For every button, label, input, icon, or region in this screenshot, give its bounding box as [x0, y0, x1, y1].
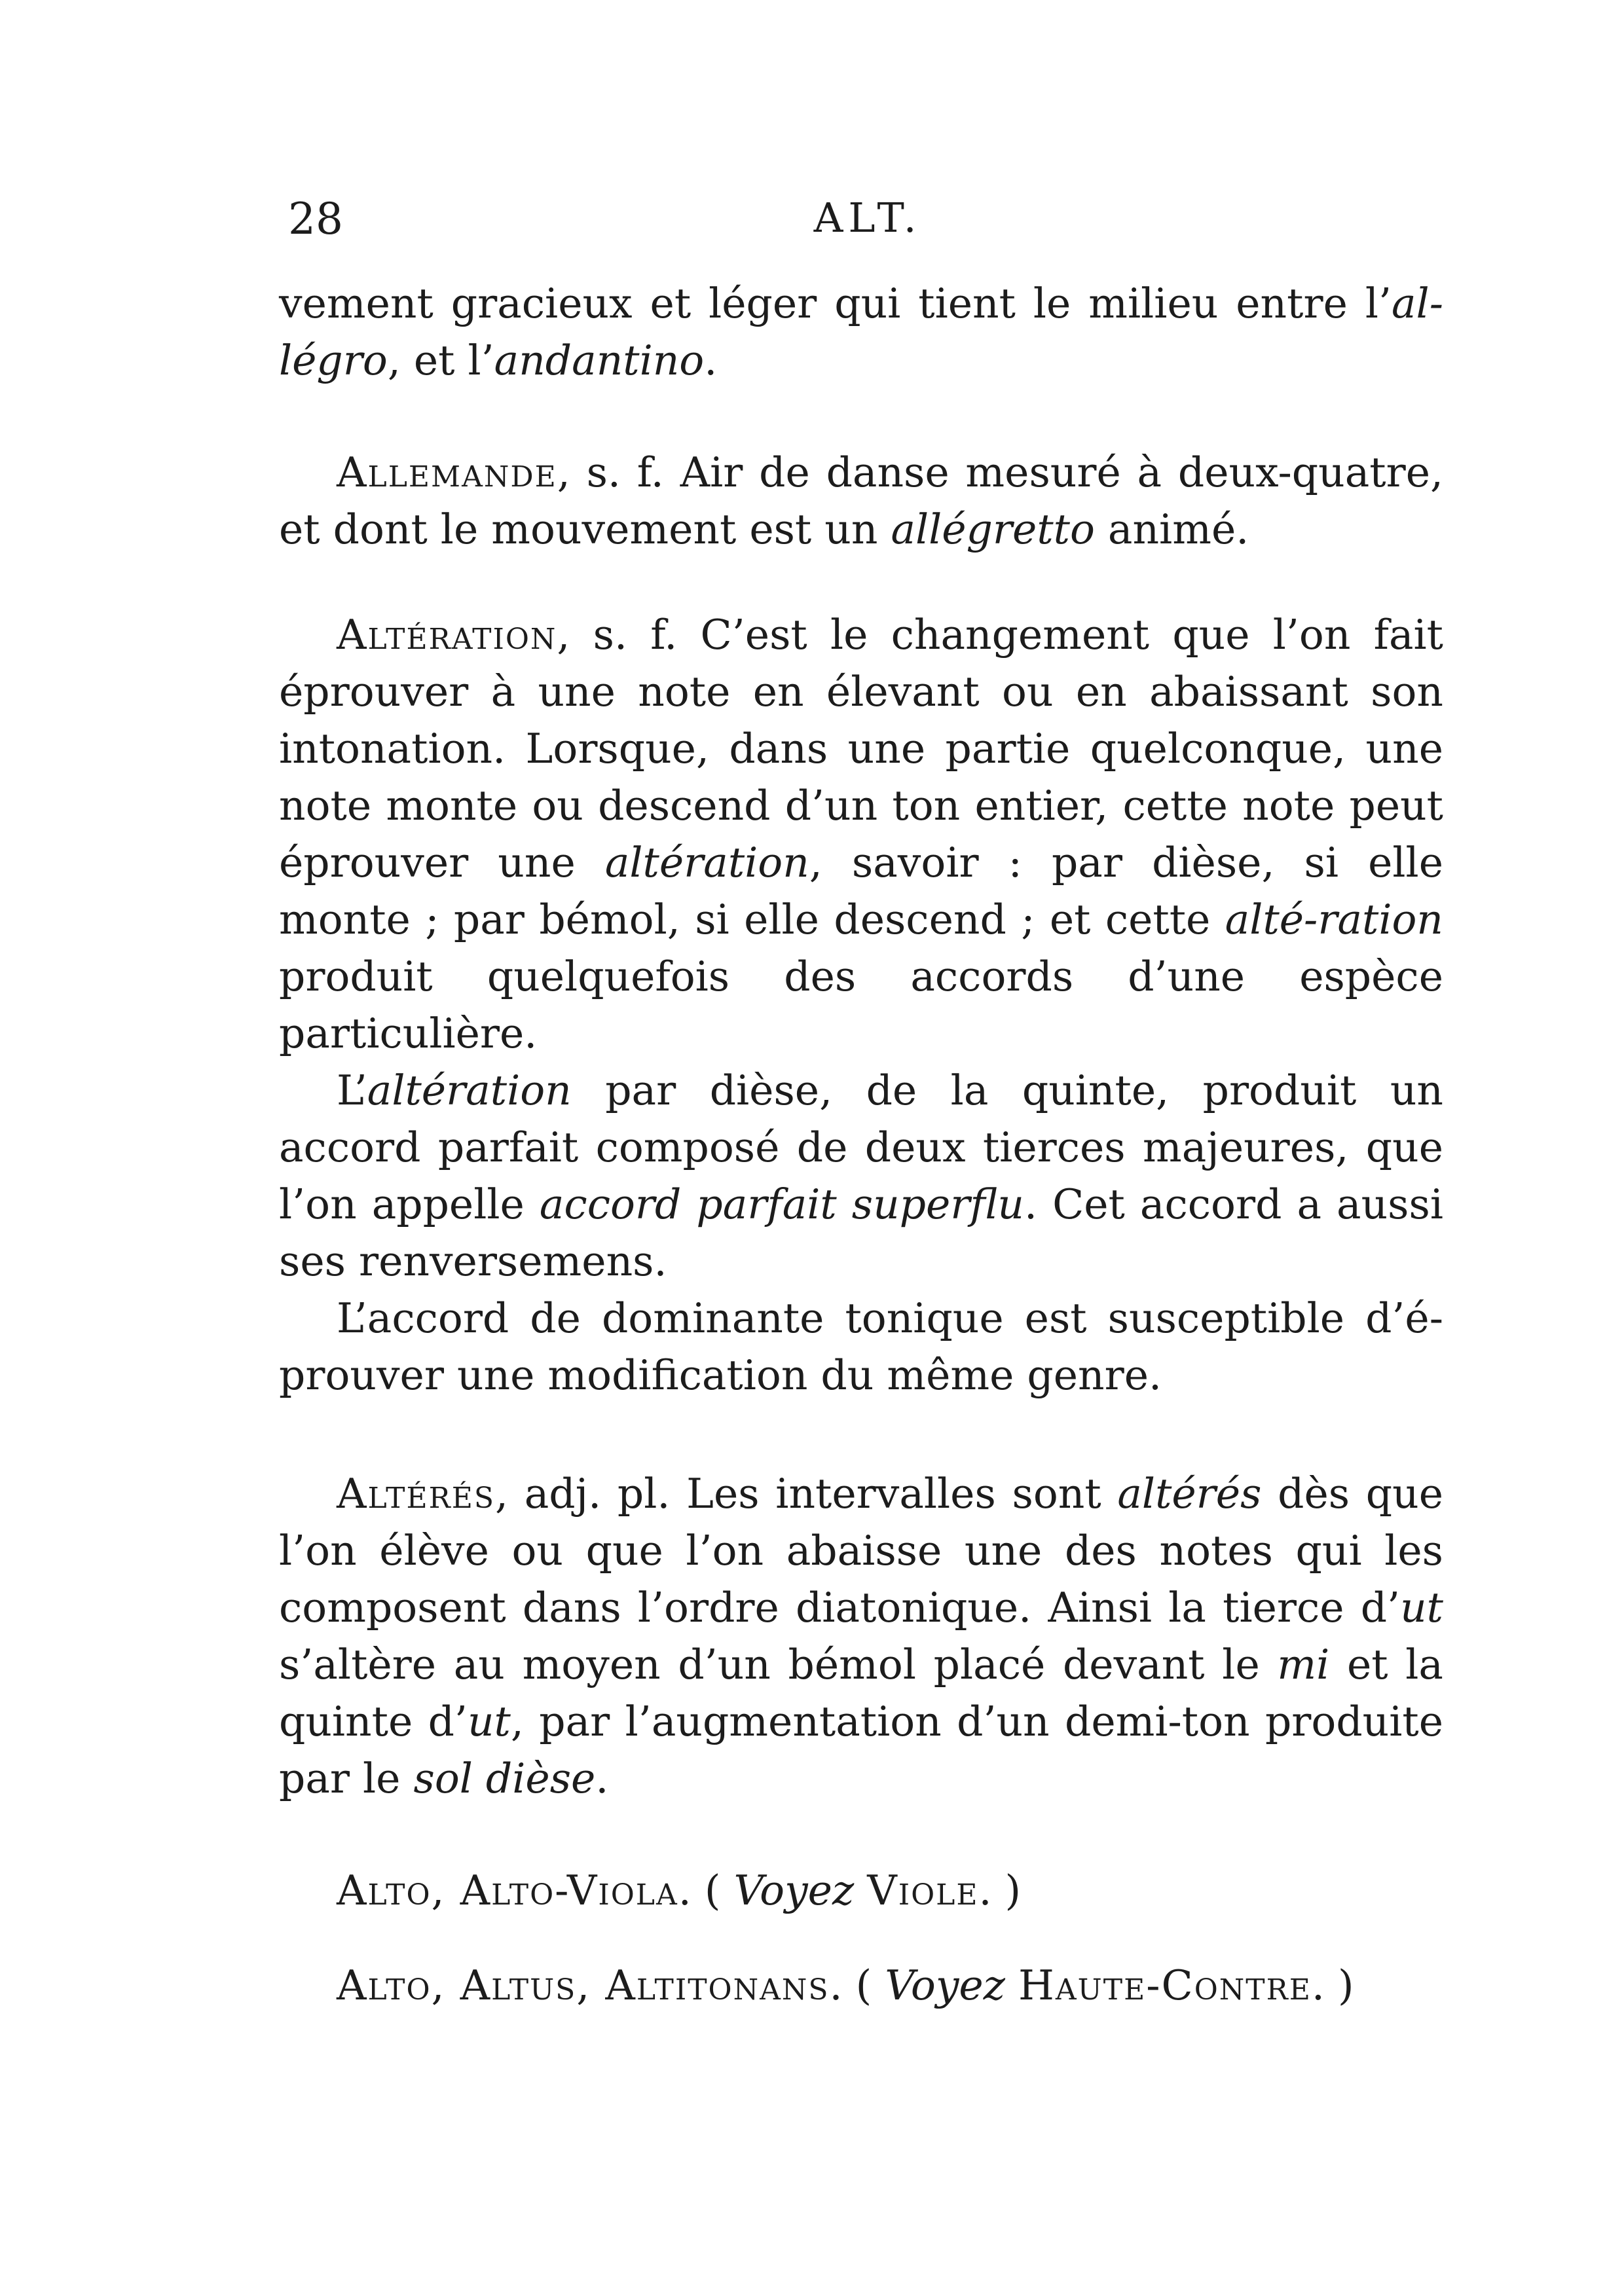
text-run: . [704, 337, 718, 384]
italic-term: Voyez [733, 1867, 855, 1914]
definition-text: , par l’augmentation d’un demi-ton produite par le [279, 1698, 1443, 1802]
headword: Alto, Alto-Viola [337, 1867, 678, 1914]
entry-alteration-paragraph-3 [279, 1290, 1443, 1404]
italic-term: Voyez [885, 1961, 1005, 2009]
entry-alteration [279, 606, 1443, 1062]
entry-alteres [279, 1465, 1443, 1807]
definition-text: , adj. pl. Les intervalles sont [495, 1470, 1118, 1518]
running-head: ALT. [813, 194, 922, 242]
definition-text: , s. f. Air de danse mesuré à deux-quatre, et dont le mouvement est un [279, 448, 1443, 553]
italic-term: sol dièse [413, 1755, 596, 1802]
definition-text: s’altère au moyen d’un bémol placé devant le [279, 1641, 1278, 1688]
cross-reference: Viole [867, 1867, 979, 1914]
italic-term: altération [604, 839, 809, 886]
italic-term: allégretto [891, 505, 1095, 553]
italic-term: mi [1277, 1641, 1330, 1688]
definition-text: . Cet accord a aussi ses renversemens. [279, 1180, 1443, 1285]
definition-text: , s. f. C’est le changement que l’on fait éprouver à une note en élevant ou en abaissant son intonation. Lorsque, dans une partie quelconque, une note monte ou descend d’un ton entier, cette note peut éprouver une [279, 611, 1443, 886]
continuation-paragraph [279, 275, 1443, 389]
definition-text: par dièse, de la quinte, produit un accord parfait composé de deux tierces majeures, que l’on appelle [279, 1066, 1443, 1228]
cross-reference: Haute-Contre [1018, 1961, 1312, 2009]
italic-term: ut [467, 1698, 511, 1745]
text-run: vement gracieux et léger qui tient le milieu entre l’ [279, 280, 1392, 327]
entry-alteration-paragraph-2 [279, 1062, 1443, 1290]
italic-term: alté-ration [1225, 896, 1443, 943]
definition-text: L’accord de dominante tonique est susceptible d’é-prouver une modification du même genre. [279, 1294, 1443, 1399]
definition-text: , savoir : par dièse, si elle monte ; par bémol, si elle descend ; et cette [279, 839, 1443, 943]
definition-text: et la quinte d’ [279, 1641, 1443, 1745]
dictionary-text [279, 275, 1443, 2014]
italic-term: al-légro [279, 280, 1443, 384]
page-number: 28 [288, 194, 343, 244]
headword: Altération [337, 611, 557, 659]
definition-text: dès que l’on élève ou que l’on abaisse une des notes qui les composent dans l’ordre diatonique. Ainsi la tierce d’ [279, 1470, 1443, 1631]
italic-term: altérés [1117, 1470, 1262, 1518]
definition-text: animé. [1094, 505, 1249, 553]
definition-text: produit quelquefois des accords d’une espèce particulière. [279, 953, 1443, 1057]
headword: Altérés [337, 1470, 495, 1518]
headword: Alto, Altus, Altitonans [337, 1961, 830, 2009]
definition-text: . ) [978, 1867, 1022, 1914]
italic-term: accord parfait superflu [539, 1180, 1024, 1228]
italic-term: andantino [494, 337, 705, 384]
italic-term: altération [367, 1066, 572, 1114]
definition-text: . ( [678, 1867, 734, 1914]
page-header [288, 194, 1447, 259]
definition-text: . ( [829, 1961, 885, 2009]
headword: Allemande [337, 448, 557, 496]
text-run: , et l’ [387, 337, 494, 384]
definition-text: . [595, 1755, 609, 1802]
entry-alto-viola [279, 1862, 1443, 1919]
definition-text: L’ [337, 1066, 367, 1114]
italic-term: ut [1400, 1584, 1443, 1631]
definition-text: . ) [1311, 1961, 1354, 2009]
entry-alto-altus [279, 1957, 1443, 2014]
entry-allemande [279, 444, 1443, 558]
